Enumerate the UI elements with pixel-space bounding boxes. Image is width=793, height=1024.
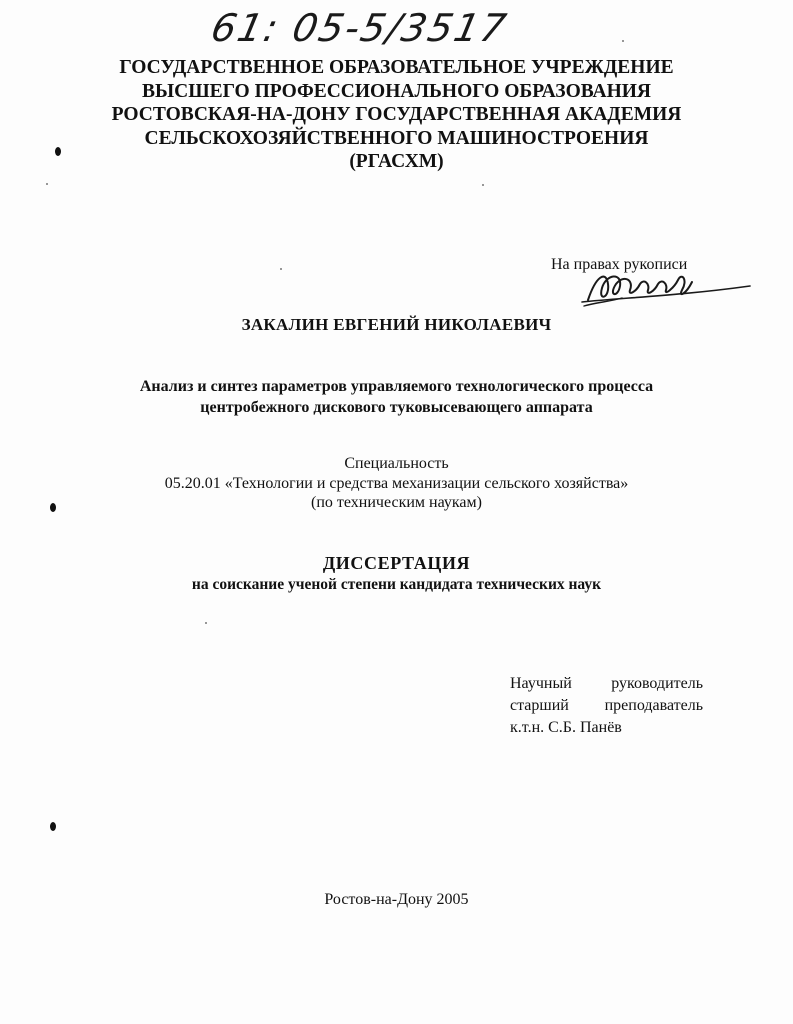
margin-dot: [55, 147, 61, 156]
scan-speck: [205, 622, 207, 624]
advisor-position: старший преподаватель: [510, 697, 703, 714]
institution-line: ВЫСШЕГО ПРОФЕССИОНАЛЬНОГО ОБРАЗОВАНИЯ: [141, 80, 652, 102]
margin-dot: [50, 503, 56, 512]
specialty-label: Специальность: [344, 455, 449, 472]
advisor-role: Научный руководитель: [510, 675, 703, 692]
scan-speck: [280, 268, 282, 270]
city-year: Ростов-на-Дону 2005: [324, 891, 469, 908]
specialty-field: (по техническим наукам): [311, 494, 482, 511]
specialty-code-name: 05.20.01 «Технологии и средства механизации сельского хозяйства»: [164, 474, 629, 492]
scan-speck: [46, 183, 48, 185]
institution-line: РОСТОВСКАЯ-НА-ДОНУ ГОСУДАРСТВЕННАЯ АКАДЕМИЯ: [111, 104, 682, 125]
institution-header: [0, 56, 793, 174]
institution-line: СЕЛЬСКОХОЗЯЙСТВЕННОГО МАШИНОСТРОЕНИЯ: [144, 127, 649, 149]
thesis-title-line: центробежного дискового туковысевающего аппарата: [200, 399, 593, 416]
author-name: ЗАКАЛИН ЕВГЕНИЙ НИКОЛАЕВИЧ: [241, 315, 552, 334]
margin-dot: [50, 822, 56, 831]
archive-code: 61: 05-5/3517: [207, 6, 512, 50]
advisor-name: к.т.н. С.Б. Панёв: [510, 719, 622, 736]
scan-speck: [482, 184, 484, 186]
advisor-block: [510, 673, 703, 739]
manuscript-note: На правах рукописи: [551, 256, 688, 273]
specialty-block: [0, 454, 793, 513]
degree-line: на соискание ученой степени кандидата технических наук: [191, 576, 602, 593]
dissertation-label: ДИССЕРТАЦИЯ: [322, 553, 471, 573]
scan-speck: [622, 40, 624, 42]
signature-mark: [578, 262, 753, 312]
thesis-title: [0, 376, 793, 418]
institution-line: ГОСУДАРСТВЕННОЕ ОБРАЗОВАТЕЛЬНОЕ УЧРЕЖДЕНИЕ: [119, 57, 674, 78]
institution-abbreviation: (РГАСХМ): [349, 151, 444, 172]
thesis-title-line: Анализ и синтез параметров управляемого технологического процесса: [139, 378, 654, 395]
